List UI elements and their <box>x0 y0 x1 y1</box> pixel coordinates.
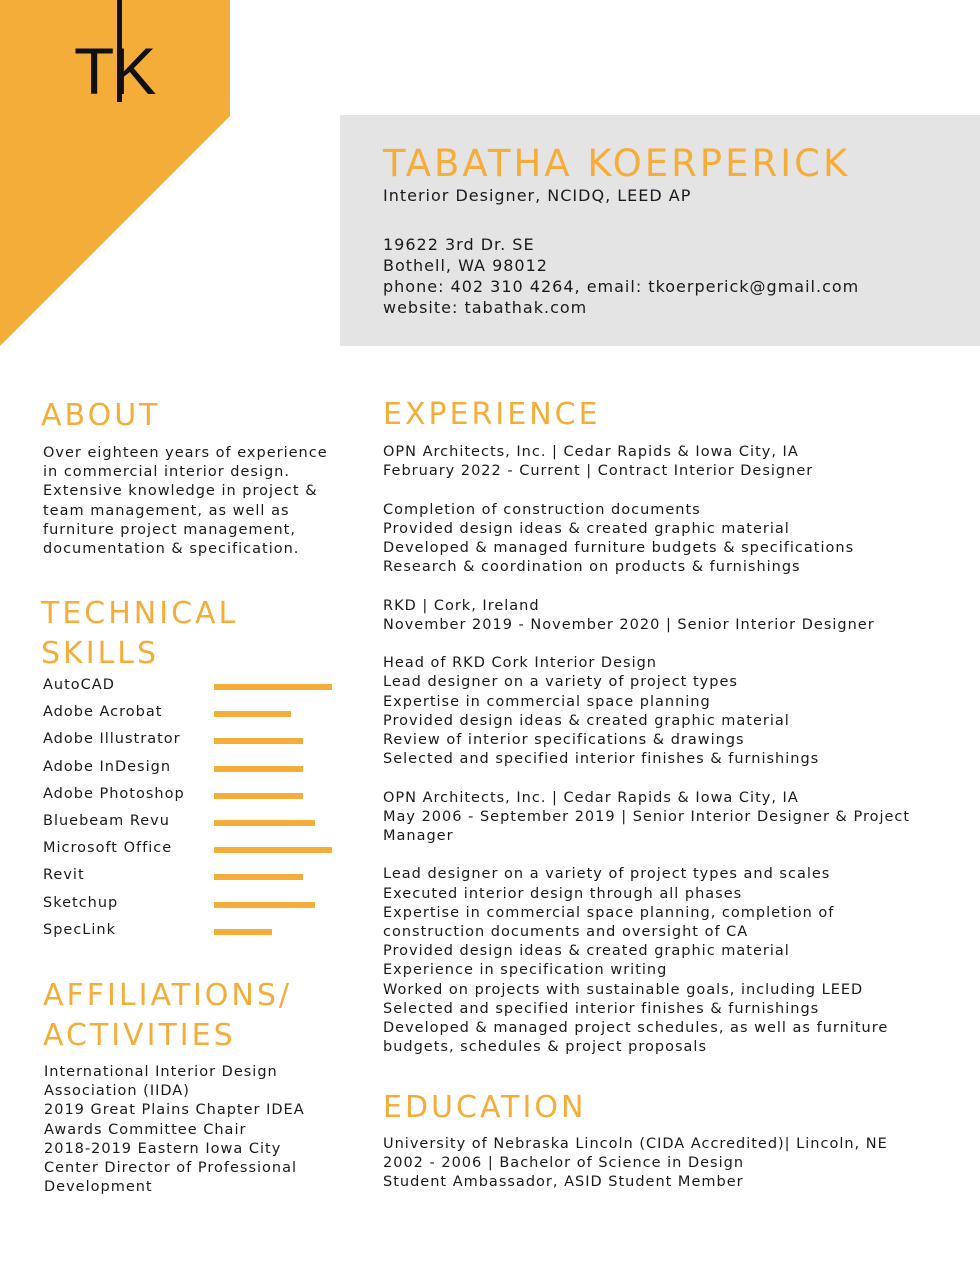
skill-row <box>43 894 343 921</box>
experience-line: Provided design ideas & created graphic material <box>383 712 790 729</box>
experience-line: Expertise in commercial space planning <box>383 693 711 710</box>
skill-name: Revit <box>43 867 85 884</box>
skills-heading-line-2: SKILLS <box>41 636 160 671</box>
experience-line: Provided design ideas & created graphic material <box>383 520 790 537</box>
candidate-name: TABATHA KOERPERICK <box>383 142 851 185</box>
education-line: 2002 - 2006 | Bachelor of Science in Design <box>383 1155 745 1172</box>
skill-level-bar <box>214 820 315 826</box>
experience-line: Lead designer on a variety of project types and scales <box>383 866 831 883</box>
skill-name: Adobe InDesign <box>43 758 172 775</box>
skill-row <box>43 785 343 812</box>
experience-line <box>383 635 910 654</box>
education-heading: EDUCATION <box>383 1090 587 1125</box>
monogram-logo: TK <box>74 34 155 108</box>
experience-line: Provided design ideas & created graphic material <box>383 943 790 960</box>
skill-level-bar <box>214 847 332 853</box>
skill-level-bar <box>214 874 303 880</box>
education-line: University of Nebraska Lincoln (CIDA Accredited)| Lincoln, NE <box>383 1136 888 1152</box>
website-line: website: tabathak.com <box>383 298 588 317</box>
skill-level-bar <box>214 902 315 908</box>
experience-line: Executed interior design through all phases <box>383 885 743 902</box>
experience-text <box>383 443 910 1057</box>
skill-level-bar <box>214 711 291 717</box>
education-line: Student Ambassador, ASID Student Member <box>383 1174 744 1191</box>
skill-row <box>43 703 343 730</box>
experience-heading: EXPERIENCE <box>383 397 601 432</box>
address-line-1: 19622 3rd Dr. SE <box>383 235 535 254</box>
skill-name: Adobe Acrobat <box>43 704 163 721</box>
skill-level-bar <box>214 766 303 772</box>
skill-name: Bluebeam Revu <box>43 812 170 829</box>
experience-line: Head of RKD Cork Interior Design <box>383 655 657 672</box>
affiliations-line: 2019 Great Plains Chapter IDEA <box>44 1102 305 1119</box>
about-line: furniture project management, <box>43 521 296 538</box>
skill-row <box>43 921 343 948</box>
experience-line: Research & coordination on products & furnishings <box>383 559 801 576</box>
affiliations-heading-line-2: ACTIVITIES <box>43 1018 236 1053</box>
experience-line: February 2022 - Current | Contract Interior Designer <box>383 463 814 480</box>
skill-name: Microsoft Office <box>43 840 173 857</box>
experience-line: Developed & managed furniture budgets & specifications <box>383 540 855 556</box>
education-text <box>383 1135 888 1193</box>
skill-row <box>43 812 343 839</box>
skill-level-bar <box>214 738 303 744</box>
affiliations-line: International Interior Design <box>44 1064 278 1080</box>
experience-line: Worked on projects with sustainable goals, including LEED <box>383 981 864 998</box>
experience-line: budgets, schedules & project proposals <box>383 1039 707 1056</box>
skills-list <box>43 676 343 948</box>
skill-name: Sketchup <box>43 894 119 911</box>
affiliations-line: 2018-2019 Eastern Iowa City <box>44 1140 282 1157</box>
experience-line: Selected and specified interior finishes & furnishings <box>383 1000 820 1017</box>
about-line: Over eighteen years of experience <box>43 445 328 461</box>
skill-level-bar <box>214 684 332 690</box>
experience-line: OPN Architects, Inc. | Cedar Rapids & Iowa City, IA <box>383 789 799 806</box>
about-line: Extensive knowledge in project & <box>43 483 318 500</box>
skill-level-bar <box>214 929 272 935</box>
affiliations-line: Development <box>44 1179 153 1196</box>
about-line: in commercial interior design. <box>43 464 290 481</box>
affiliations-heading-line-1: AFFILIATIONS/ <box>43 978 293 1013</box>
skills-heading-line-1: TECHNICAL <box>41 596 239 631</box>
experience-line <box>383 481 910 500</box>
about-line: documentation & specification. <box>43 541 300 558</box>
experience-line: RKD | Cork, Ireland <box>383 597 540 614</box>
address-line-2: Bothell, WA 98012 <box>383 256 548 275</box>
experience-line: OPN Architects, Inc. | Cedar Rapids & Iowa City, IA <box>383 444 799 460</box>
skill-row <box>43 839 343 866</box>
skill-level-bar <box>214 793 303 799</box>
experience-line: Review of interior specifications & drawings <box>383 732 745 748</box>
skill-row <box>43 730 343 757</box>
experience-line: Lead designer on a variety of project types <box>383 674 738 691</box>
skill-row <box>43 758 343 785</box>
skill-row <box>43 676 343 703</box>
skill-name: Adobe Photoshop <box>43 785 185 802</box>
affiliations-line: Center Director of Professional <box>44 1160 297 1177</box>
affiliations-line: Awards Committee Chair <box>44 1121 247 1138</box>
skill-name: SpecLink <box>43 921 116 938</box>
experience-line: construction documents and oversight of CA <box>383 924 749 940</box>
skill-name: Adobe Illustrator <box>43 731 181 748</box>
phone-email-line: phone: 402 310 4264, email: tkoerperick@gmail.com <box>383 277 860 296</box>
experience-line: November 2019 - November 2020 | Senior Interior Designer <box>383 616 875 633</box>
experience-line: Experience in specification writing <box>383 962 668 979</box>
affiliations-line: Association (IIDA) <box>44 1083 190 1100</box>
skill-name: AutoCAD <box>43 677 115 693</box>
candidate-title: Interior Designer, NCIDQ, LEED AP <box>383 186 692 205</box>
experience-line: Expertise in commercial space planning, completion of <box>383 904 835 921</box>
experience-line <box>383 769 910 788</box>
experience-line: May 2006 - September 2019 | Senior Interior Designer & Project <box>383 808 911 825</box>
experience-line: Manager <box>383 828 454 844</box>
experience-line <box>383 577 910 596</box>
contact-block <box>383 234 859 318</box>
about-heading: ABOUT <box>41 398 161 433</box>
about-line: team management, as well as <box>43 502 290 519</box>
experience-line: Completion of construction documents <box>383 501 701 518</box>
experience-line: Developed & managed project schedules, as well as furniture <box>383 1020 889 1037</box>
affiliations-text <box>44 1063 305 1197</box>
experience-line <box>383 846 910 865</box>
experience-line: Selected and specified interior finishes & furnishings <box>383 751 820 768</box>
about-text <box>43 444 328 559</box>
skill-row <box>43 866 343 893</box>
